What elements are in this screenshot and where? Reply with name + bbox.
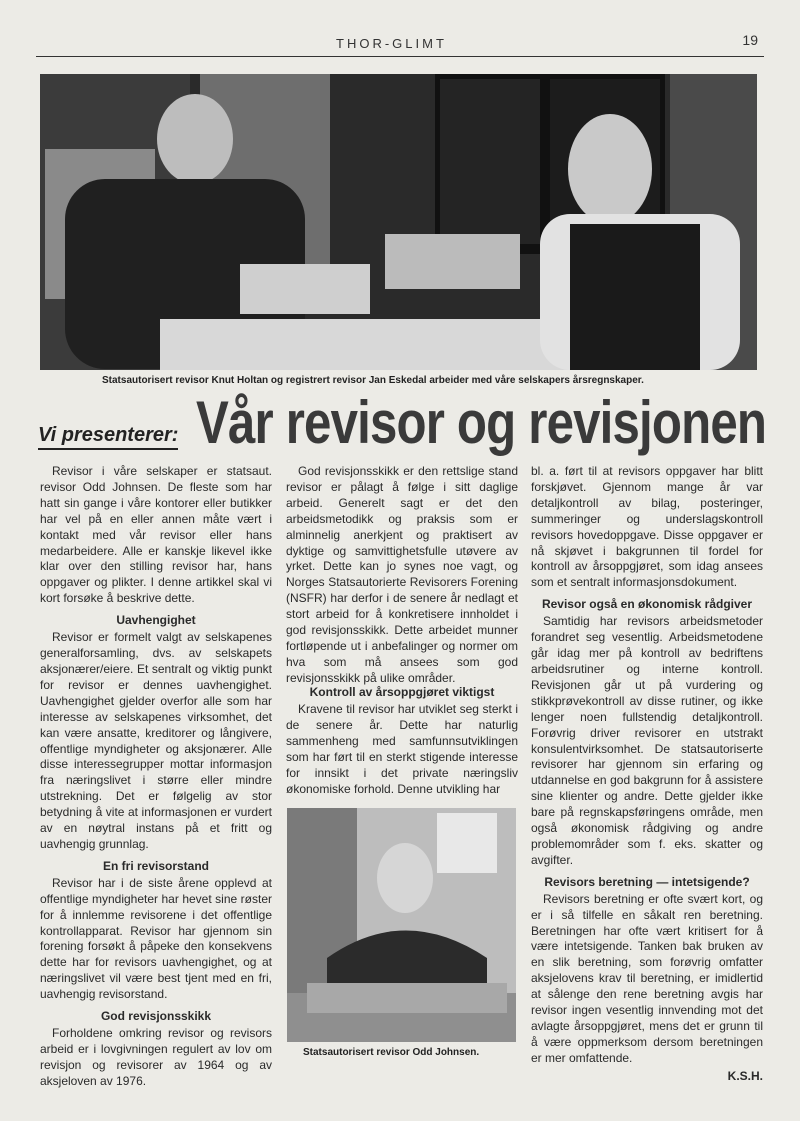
top-photo-caption: Statsautorisert revisor Knut Holtan og registrert revisor Jan Eskedal arbeider med våre selskapers årsregnskaper.: [102, 375, 644, 386]
col3-paragraph-beretning: Revisors beretning er ofte svært kort, og er i så tilfelle en såkalt ren beretning. Beretningen har ofte vært kritisert for å være intetsigende. Tanken bak bruken av en slik beretning, som forøvrig omfatter aksjelovens krav til beretning, er imidlertid at sålenge den rene beretning avgis har revisor ingen vesentlig innvending mot det avlagte årsoppgjøret, mens det er grunn til å være oppmerksom dersom beretningen er mer omfattende.: [531, 891, 763, 1065]
column-2-top: [286, 464, 518, 687]
col1-subheading-uavhengighet: Uavhengighet: [116, 613, 196, 628]
column-3: [531, 464, 763, 1085]
col3-paragraph-continued: bl. a. ført til at revisors oppgaver har blitt forskjøvet. Gjennom mange år var detaljkontroll av bilag, posteringer, summeringer og underslagskontroll revisors hovedoppgave. Disse oppgaver er nå skjøvet i bakgrunnen til fordel for kontroll av årsoppgjøret, som idag ansees som et sentralt informasjonsdokument.: [531, 464, 763, 590]
col1-paragraph-revisjonsskikk: Forholdene omkring revisor og revisors arbeid er i lovgivningen regulert av lov om revisjon og revisorer av 1964 og av aksjeloven av 1976.: [40, 1026, 272, 1088]
headline: Vår revisor og revisjonen: [196, 389, 767, 456]
page-number: 19: [742, 32, 758, 48]
top-photo: [40, 74, 757, 370]
running-title: THOR-GLIMT: [336, 36, 447, 51]
col1-paragraph-uavhengighet: Revisor er formelt valgt av selskapenes generalforsamling, dvs. av selskapets aksjonærer/eiere. Et sentralt og viktig punkt for revisor er dennes uavhengighet. Uavhengighet gjelder overfor alle som har interesse av selskapenes virksomhet, det kan være ansatte, kreditorer og långivere, offentlige myndigheter og aksjonærer. Alle disse interessegrupper mottar informasjon fra næringslivet i større eller mindre utstrekning. Det er følgelig av stor betydning å vite at informasjonen er vurdert av en nøytral instans på et fritt og uavhengig grunnlag.: [40, 630, 272, 851]
small-photo: [287, 808, 516, 1042]
col1-subheading-revisjonsskikk: God revisjonsskikk: [100, 1009, 212, 1024]
col3-subheading-radgiver: Revisor også en økonomisk rådgiver: [541, 597, 753, 612]
col2-paragraph-revisjonsskikk: God revisjonsskikk er den rettslige stand revisor er pålagt å følge i sitt daglige arbeid. Generelt sagt er det den arbeidsmetodikk og praksis som er alminnelig anerkjent og praktisert av dyktige og samvittighetsfulle utøvere av yrket. Dette kan jo synes noe vagt, og Norges Statsautorierte Revisorers Forening (NSFR) har derfor i de senere år nedlagt et stort arbeid for å konkretisere innholdet i god revisjonsskikk. Dette arbeidet munner fortløpende ut i anbefalinger og normer om hva som må ansees som god revisjonsskikk på ulike områder.: [286, 464, 518, 685]
kicker: Vi presenterer:: [38, 424, 178, 450]
col3-paragraph-radgiver: Samtidig har revisors arbeidsmetoder forandret seg vesentlig. Arbeidsmetodene går idag mer på kontroll av bedriftens arbeidsrutiner og interne kontroll. Revisjonen går ut på vurdering og stikkprøvekontroll av disse rutiner, og ikke lenger noen fullstendig detaljkontroll. Forøvrig driver revisorer en utstrakt konsulentvirksomhet. De statsautoriserte revisorer har gjennom sin erfaring og utdannelse en god bakgrunn for å assistere sine klienter og andre. Dette gjelder ikke bare på regnskapsføringens område, men også økonomisk rådgiving og andre problemområder som f. eks. skatter og avgifter.: [531, 614, 763, 867]
page-header: [36, 32, 764, 57]
col2-paragraph-kontroll: Kravene til revisor har utviklet seg sterkt i de senere år. Dette har naturlig sammenheng med samfunnsutviklingen som har ført til en sterkt stigende interesse for innsikt i det private næringsliv økonomiske forhold. Denne utvikling har: [286, 702, 518, 796]
col1-subheading-revisorstand: En fri revisorstand: [102, 858, 210, 873]
column-1: [40, 464, 272, 1090]
col2-subheading-kontroll: Kontroll av årsoppgjøret viktigst: [309, 685, 495, 699]
col3-subheading-beretning: Revisors beretning — intetsigende?: [544, 874, 750, 889]
small-photo-caption: Statsautorisert revisor Odd Johnsen.: [303, 1047, 480, 1058]
col1-paragraph-intro: Revisor i våre selskaper er statsaut. revisor Odd Johnsen. De fleste som har hatt sin gange i våre kontorer eller butikker har vel på en eller annen måte vært i kontakt med vår revisor eller hans medarbeidere. Alle er kanskje likevel ikke klar over den stilling revisor har, hans oppgaver og plikter. I denne artikkel skal vi kort forsøke å beskrive dette.: [40, 464, 272, 606]
column-2-bottom: [286, 679, 518, 797]
col1-paragraph-revisorstand: Revisor har i de siste årene opplevd at offentlige myndigheter har hevet sine røster for å innlemme revisorene i det offentlige kontrollapparat. Revisor har gjennom sin forening forsøkt å påpeke den konsekvens dette har for revisors uavhengighet, og at næringslivet vil være best tjent med en fri, uavhengig revisorstand.: [40, 875, 272, 1002]
author-signature: K.S.H.: [727, 1068, 763, 1083]
